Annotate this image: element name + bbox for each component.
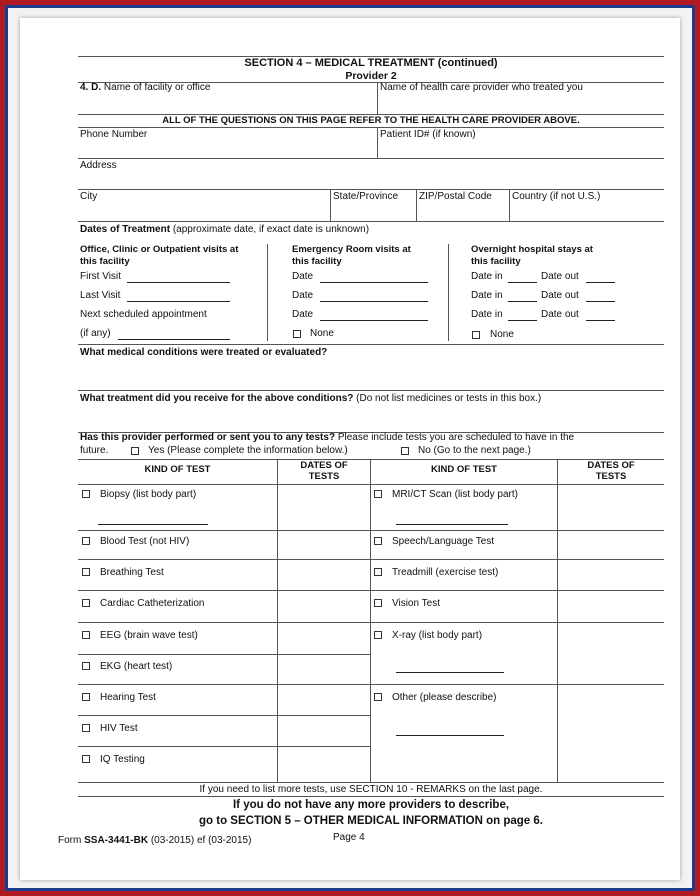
tests-no-label: No (Go to the next page.) [418, 445, 531, 456]
date-out-label: Date out [541, 309, 579, 320]
hearing-test-checkbox[interactable] [82, 693, 90, 701]
next-appointment-input[interactable] [118, 339, 230, 340]
city-field[interactable]: City [80, 191, 98, 202]
er-none-label: None [310, 328, 334, 339]
er-heading-2: this facility [292, 256, 342, 267]
facility-field[interactable] [80, 82, 210, 93]
er-date-label: Date [292, 271, 314, 282]
mri-body-part-input[interactable] [396, 524, 508, 525]
er-heading: Emergency Room visits at [292, 244, 411, 255]
next-appointment-label: Next scheduled appointment [80, 309, 207, 320]
date-in-input-1[interactable] [508, 282, 537, 283]
treatment-question: What treatment did you receive for the above conditions? (Do not list medicines or tests in this box.) [80, 393, 542, 404]
dates-of-tests-header: DATES OF TESTS [300, 460, 348, 482]
first-visit-label: First Visit [80, 271, 121, 282]
phone-field[interactable]: Phone Number [80, 129, 148, 140]
mri-ct-checkbox[interactable] [374, 490, 382, 498]
er-date-input-3[interactable] [320, 320, 428, 321]
page-number: Page 4 [333, 832, 365, 843]
conditions-answer-area[interactable] [78, 390, 664, 391]
test-label-treadmill: Treadmill (exercise test) [392, 567, 499, 578]
patient-id-field[interactable]: Patient ID# (if known) [380, 129, 476, 140]
address-field[interactable]: Address [80, 160, 117, 171]
date-out-label: Date out [541, 290, 579, 301]
date-in-input-3[interactable] [508, 320, 537, 321]
date-in-label: Date in [471, 271, 503, 282]
test-label-vision: Vision Test [392, 598, 440, 609]
test-label-speech: Speech/Language Test [392, 536, 495, 547]
hiv-test-checkbox[interactable] [82, 724, 90, 732]
overnight-none-checkbox[interactable] [472, 331, 480, 339]
form-page [20, 18, 680, 880]
eeg-checkbox[interactable] [82, 631, 90, 639]
breathing-test-checkbox[interactable] [82, 568, 90, 576]
treadmill-checkbox[interactable] [374, 568, 382, 576]
section-title: SECTION 4 – MEDICAL TREATMENT (continued) [244, 57, 498, 69]
test-label-mri: MRI/CT Scan (list body part) [392, 489, 518, 500]
question-number: 4. D. [80, 82, 102, 93]
first-visit-input[interactable] [127, 282, 230, 283]
date-out-input-1[interactable] [586, 282, 615, 283]
office-heading: Office, Clinic or Outpatient visits at [80, 244, 239, 255]
notice-banner: ALL OF THE QUESTIONS ON THIS PAGE REFER TO THE HEALTH CARE PROVIDER ABOVE. [162, 115, 580, 126]
office-heading-2: this facility [80, 256, 130, 267]
zip-field[interactable]: ZIP/Postal Code [419, 191, 492, 202]
provider-name-field[interactable]: Name of health care provider who treated you [380, 82, 583, 93]
er-date-label: Date [292, 309, 314, 320]
ekg-checkbox[interactable] [82, 662, 90, 670]
date-in-input-2[interactable] [508, 301, 537, 302]
tests-question-line2: future. [80, 445, 109, 456]
no-more-providers-line1: If you do not have any more providers to describe, [232, 799, 510, 811]
test-label-iq: IQ Testing [100, 754, 145, 765]
biopsy-body-part-input[interactable] [98, 524, 208, 525]
vision-test-checkbox[interactable] [374, 599, 382, 607]
cardiac-cath-checkbox[interactable] [82, 599, 90, 607]
er-date-input-1[interactable] [320, 282, 428, 283]
er-date-input-2[interactable] [320, 301, 428, 302]
no-more-providers-line2: go to SECTION 5 – OTHER MEDICAL INFORMATION on page 6. [199, 815, 543, 827]
tests-no-checkbox[interactable] [401, 447, 409, 455]
test-label-eeg: EEG (brain wave test) [100, 630, 198, 641]
overnight-heading-2: this facility [471, 256, 521, 267]
dates-of-tests-header-right: DATES OF TESTS [587, 460, 635, 482]
other-describe-input[interactable] [396, 735, 504, 736]
overnight-none-label: None [490, 329, 514, 340]
xray-body-part-input[interactable] [396, 672, 504, 673]
test-label-other: Other (please describe) [392, 692, 497, 703]
date-out-input-3[interactable] [586, 320, 615, 321]
test-label-cardiac: Cardiac Catheterization [100, 598, 205, 609]
date-in-label: Date in [471, 290, 503, 301]
kind-of-test-header-right: KIND OF TEST [431, 464, 497, 475]
overnight-heading: Overnight hospital stays at [471, 244, 593, 255]
last-visit-input[interactable] [127, 301, 230, 302]
test-label-blood: Blood Test (not HIV) [100, 536, 190, 547]
test-label-xray: X-ray (list body part) [392, 630, 483, 641]
date-out-input-2[interactable] [586, 301, 615, 302]
date-in-label: Date in [471, 309, 503, 320]
more-tests-note: If you need to list more tests, use SECTION 10 - REMARKS on the last page. [199, 784, 543, 795]
last-visit-label: Last Visit [80, 290, 121, 301]
test-label-ekg: EKG (heart test) [100, 661, 173, 672]
xray-checkbox[interactable] [374, 631, 382, 639]
dates-heading: Dates of Treatment (approximate date, if exact date is unknown) [80, 224, 370, 235]
er-none-checkbox[interactable] [293, 330, 301, 338]
form-id: Form SSA-3441-BK (03-2015) ef (03-2015) [58, 835, 252, 846]
biopsy-checkbox[interactable] [82, 490, 90, 498]
iq-testing-checkbox[interactable] [82, 755, 90, 763]
kind-of-test-header: KIND OF TEST [144, 464, 211, 475]
tests-question: Has this provider performed or sent you to any tests? Please include tests you are scheduled to have in the [80, 432, 575, 443]
speech-test-checkbox[interactable] [374, 537, 382, 545]
state-field[interactable]: State/Province [333, 191, 399, 202]
test-label-breathing: Breathing Test [100, 567, 164, 578]
facility-label: Name of facility or office [103, 82, 211, 93]
conditions-question: What medical conditions were treated or evaluated? [80, 347, 328, 358]
tests-yes-label: Yes (Please complete the information below.) [148, 445, 348, 456]
test-label-hiv: HIV Test [100, 723, 138, 734]
blood-test-checkbox[interactable] [82, 537, 90, 545]
test-label-biopsy: Biopsy (list body part) [100, 489, 197, 500]
test-label-hearing: Hearing Test [100, 692, 156, 703]
if-any-label: (if any) [80, 328, 111, 339]
tests-yes-checkbox[interactable] [131, 447, 139, 455]
er-date-label: Date [292, 290, 314, 301]
provider-number: Provider 2 [345, 70, 397, 82]
date-out-label: Date out [541, 271, 579, 282]
other-test-checkbox[interactable] [374, 693, 382, 701]
country-field[interactable]: Country (if not U.S.) [512, 191, 601, 202]
